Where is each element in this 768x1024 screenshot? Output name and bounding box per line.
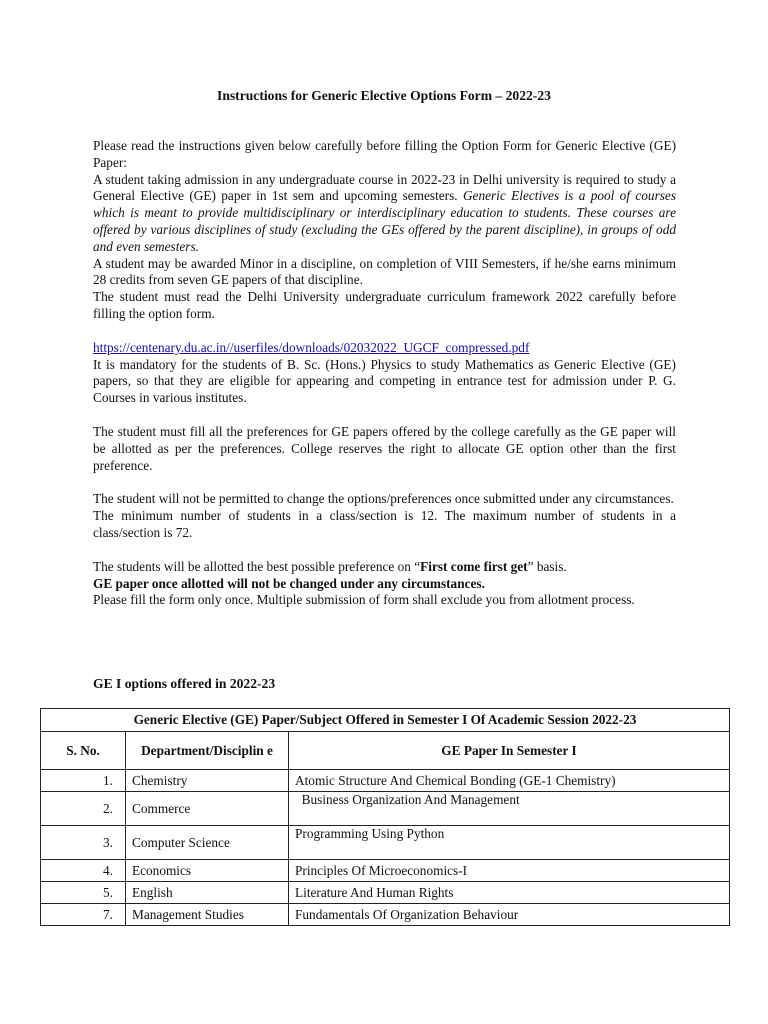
row-department: English bbox=[126, 882, 289, 904]
row-ge-paper: Atomic Structure And Chemical Bonding (GE-1 Chemistry) bbox=[289, 770, 730, 792]
no-change-notice bbox=[93, 576, 676, 593]
row-department: Commerce bbox=[126, 792, 289, 826]
document-title: Instructions for Generic Elective Options Form – 2022-23 bbox=[217, 88, 551, 103]
row-department: Management Studies bbox=[126, 904, 289, 926]
row-ge-paper: Principles Of Microeconomics-I bbox=[289, 860, 730, 882]
instructions-body bbox=[93, 138, 676, 609]
admission-text: A student taking admission in any undergraduate course in 2022-23 in Delhi university is required to study a General Elective (GE) paper in 1st sem and upcoming semesters. bbox=[93, 171, 676, 204]
spacer bbox=[93, 323, 676, 340]
ge-options-table bbox=[40, 708, 730, 926]
row-sno: 1. bbox=[41, 770, 126, 792]
table-row bbox=[41, 826, 730, 860]
row-sno: 3. bbox=[41, 826, 126, 860]
header-ge-paper: GE Paper In Semester I bbox=[289, 732, 730, 770]
allotment-text-after: ” basis. bbox=[527, 558, 567, 574]
row-department: Computer Science bbox=[126, 826, 289, 860]
row-sno: 2. bbox=[41, 792, 126, 826]
table-row bbox=[41, 792, 730, 826]
spacer bbox=[93, 474, 676, 491]
physics-paragraph: It is mandatory for the students of B. Sc. (Hons.) Physics to study Mathematics as Generic Elective (GE) papers, so that they are eligible for appearing and competing in entrance test for admission under P. G. Courses in various institutes. bbox=[93, 356, 676, 406]
table-row bbox=[41, 860, 730, 882]
generic-electives-definition: Generic Electives is a pool of courses which is meant to provide multidisciplinary or interdisciplinary education to students. These courses are offered by various disciplines of study (excluding the GEs offered by the parent discipline), in groups of odd and even semesters. bbox=[93, 188, 676, 254]
table-caption-row bbox=[41, 709, 730, 732]
table-row bbox=[41, 882, 730, 904]
row-ge-paper: Fundamentals Of Organization Behaviour bbox=[289, 904, 730, 926]
row-ge-paper: Programming Using Python bbox=[289, 826, 730, 860]
intro-paragraph: Please read the instructions given below carefully before filling the Option Form for Generic Elective (GE) Paper: bbox=[93, 138, 676, 170]
row-department: Chemistry bbox=[126, 770, 289, 792]
class-size-paragraph: The minimum number of students in a class/section is 12. The maximum number of students in a class/section is 72. bbox=[93, 508, 676, 540]
allotment-basis-paragraph bbox=[93, 559, 676, 576]
first-come-first-get: First come first get bbox=[420, 558, 528, 574]
minor-paragraph: A student may be awarded Minor in a discipline, on completion of VIII Semesters, if he/she earns minimum 28 credits from seven GE papers of that discipline. bbox=[93, 255, 676, 288]
single-submission-paragraph: Please fill the form only once. Multiple submission of form shall exclude you from allotment process. bbox=[93, 592, 635, 608]
spacer bbox=[93, 542, 676, 559]
row-sno: 5. bbox=[41, 882, 126, 904]
row-department: Economics bbox=[126, 860, 289, 882]
header-department: Department/Disciplin e bbox=[126, 732, 289, 770]
link-paragraph bbox=[93, 340, 676, 357]
row-ge-paper: Business Organization And Management bbox=[289, 792, 730, 826]
table-row bbox=[41, 904, 730, 926]
ge-options-heading: GE I options offered in 2022-23 bbox=[93, 676, 276, 691]
spacer bbox=[93, 407, 676, 424]
ugcf-pdf-link[interactable]: https://centenary.du.ac.in//userfiles/downloads/02032022_UGCF_compressed.pdf bbox=[93, 339, 530, 355]
table-caption: Generic Elective (GE) Paper/Subject Offered in Semester I Of Academic Session 2022-23 bbox=[41, 709, 730, 732]
no-change-paragraph: The student will not be permitted to change the options/preferences once submitted under any circumstances. bbox=[93, 491, 674, 507]
row-sno: 7. bbox=[41, 904, 126, 926]
allotment-text-before: The students will be allotted the best possible preference on “ bbox=[93, 558, 421, 574]
row-sno: 4. bbox=[41, 860, 126, 882]
curriculum-paragraph: The student must read the Delhi University undergraduate curriculum framework 2022 carefully before filling the option form. bbox=[93, 289, 676, 321]
preferences-paragraph: The student must fill all the preferences for GE papers offered by the college carefully as the GE paper will be allotted as per the preferences. College reserves the right to allocate GE option other than the first preference. bbox=[93, 423, 676, 473]
row-ge-paper: Literature And Human Rights bbox=[289, 882, 730, 904]
header-sno: S. No. bbox=[41, 732, 126, 770]
no-change-bold: GE paper once allotted will not be changed under any circumstances. bbox=[93, 575, 485, 591]
table-row bbox=[41, 770, 730, 792]
admission-paragraph bbox=[93, 172, 676, 256]
table-header-row bbox=[41, 732, 730, 770]
